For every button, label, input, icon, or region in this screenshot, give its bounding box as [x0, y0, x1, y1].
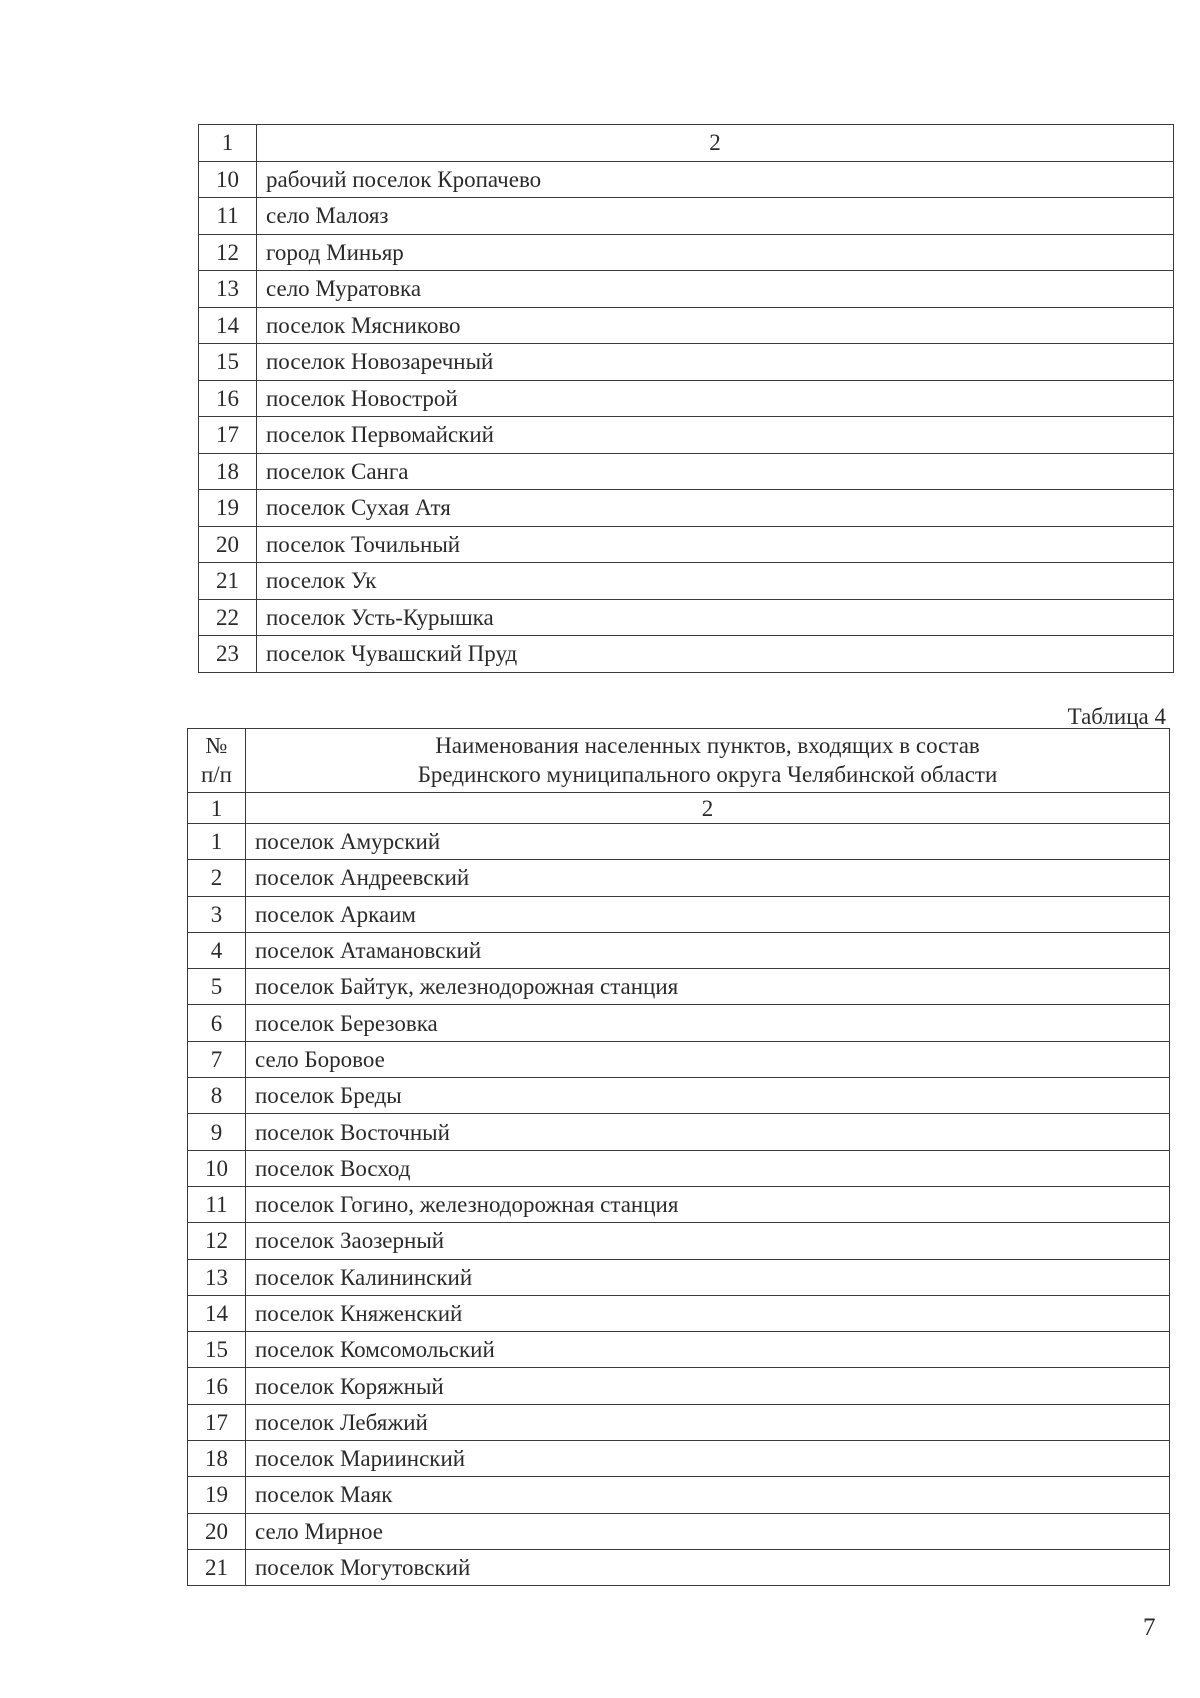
- row-number-cell: 15: [199, 344, 257, 381]
- name-column-header: [246, 729, 1170, 793]
- settlement-name-cell: село Муратовка: [257, 271, 1174, 308]
- page-number: 7: [1143, 1614, 1156, 1641]
- row-number-cell: 20: [199, 526, 257, 563]
- table-row: [188, 1259, 1170, 1295]
- table-row: [188, 932, 1170, 968]
- row-number-cell: 10: [188, 1150, 246, 1186]
- row-number-cell: 11: [188, 1186, 246, 1222]
- table-row: [188, 1223, 1170, 1259]
- row-number-cell: 6: [188, 1005, 246, 1041]
- settlement-name-cell: поселок Восход: [246, 1150, 1170, 1186]
- settlement-name-cell: поселок Заозерный: [246, 1223, 1170, 1259]
- table-row: [199, 234, 1174, 271]
- row-number-cell: 21: [199, 563, 257, 600]
- settlement-name-cell: поселок Байтук, железнодорожная станция: [246, 969, 1170, 1005]
- table-row: [188, 1078, 1170, 1114]
- row-number-cell: 9: [188, 1114, 246, 1150]
- table-row: [199, 380, 1174, 417]
- table-row: [188, 1295, 1170, 1331]
- row-number-cell: 22: [199, 599, 257, 636]
- row-number-cell: 18: [199, 453, 257, 490]
- table-row: [199, 636, 1174, 673]
- row-number-cell: 19: [188, 1477, 246, 1513]
- settlement-name-cell: поселок Мясниково: [257, 307, 1174, 344]
- settlement-name-cell: поселок Коряжный: [246, 1368, 1170, 1404]
- table-row: [199, 599, 1174, 636]
- settlement-name-cell: поселок Могутовский: [246, 1549, 1170, 1585]
- table-row: [188, 1114, 1170, 1150]
- table-row: [199, 417, 1174, 454]
- table-row: [199, 344, 1174, 381]
- table-row: [188, 1150, 1170, 1186]
- settlement-name-cell: поселок Новозаречный: [257, 344, 1174, 381]
- row-number-cell: 10: [199, 161, 257, 198]
- column-number-cell: 1: [188, 793, 246, 824]
- column-number-row: [199, 125, 1174, 162]
- settlement-name-cell: рабочий поселок Кропачево: [257, 161, 1174, 198]
- settlement-name-cell: поселок Амурский: [246, 824, 1170, 860]
- table-row: [188, 1404, 1170, 1440]
- row-number-cell: 16: [199, 380, 257, 417]
- row-number-cell: 11: [199, 198, 257, 235]
- row-number-cell: 23: [199, 636, 257, 673]
- settlement-name-cell: поселок Бреды: [246, 1078, 1170, 1114]
- settlements-table-4: [187, 728, 1170, 1586]
- table-row: [188, 1186, 1170, 1222]
- row-number-cell: 7: [188, 1041, 246, 1077]
- table-row: [199, 563, 1174, 600]
- row-number-cell: 13: [188, 1259, 246, 1295]
- table-row: [188, 1332, 1170, 1368]
- settlement-name-cell: поселок Сухая Атя: [257, 490, 1174, 527]
- table-row: [199, 271, 1174, 308]
- number-column-header: [188, 729, 246, 793]
- row-number-cell: 12: [199, 234, 257, 271]
- column-number-row: [188, 793, 1170, 824]
- row-number-cell: 4: [188, 932, 246, 968]
- row-number-cell: 17: [188, 1404, 246, 1440]
- column-number-cell: 2: [257, 125, 1174, 162]
- settlements-table-continuation: [198, 124, 1174, 673]
- table-caption: Таблица 4: [1067, 704, 1166, 729]
- settlement-name-cell: поселок Санга: [257, 453, 1174, 490]
- table-row: [188, 1005, 1170, 1041]
- table-row: [188, 896, 1170, 932]
- table-row: [199, 307, 1174, 344]
- settlement-name-cell: поселок Восточный: [246, 1114, 1170, 1150]
- row-number-cell: 13: [199, 271, 257, 308]
- table-row: [188, 969, 1170, 1005]
- row-number-cell: 19: [199, 490, 257, 527]
- row-number-cell: 3: [188, 896, 246, 932]
- row-number-cell: 1: [188, 824, 246, 860]
- table-row: [188, 1441, 1170, 1477]
- row-number-cell: 15: [188, 1332, 246, 1368]
- table-row: [199, 198, 1174, 235]
- table-row: [188, 1513, 1170, 1549]
- settlement-name-cell: поселок Ук: [257, 563, 1174, 600]
- settlement-name-cell: село Малояз: [257, 198, 1174, 235]
- name-header-line: Брединского муниципального округа Челябинской области: [417, 761, 998, 787]
- table-header-row: [188, 729, 1170, 793]
- table-row: [199, 161, 1174, 198]
- settlement-name-cell: поселок Княженский: [246, 1295, 1170, 1331]
- row-number-cell: 8: [188, 1078, 246, 1114]
- settlement-name-cell: поселок Лебяжий: [246, 1404, 1170, 1440]
- table-row: [188, 824, 1170, 860]
- table-row: [188, 1041, 1170, 1077]
- name-header-line: Наименования населенных пунктов, входящих в состав: [435, 733, 980, 759]
- table-row: [188, 1368, 1170, 1404]
- column-number-cell: 2: [246, 793, 1170, 824]
- row-number-cell: 18: [188, 1441, 246, 1477]
- settlement-name-cell: село Мирное: [246, 1513, 1170, 1549]
- row-number-cell: 17: [199, 417, 257, 454]
- number-header-line: №: [205, 733, 228, 759]
- settlement-name-cell: поселок Аркаим: [246, 896, 1170, 932]
- row-number-cell: 20: [188, 1513, 246, 1549]
- row-number-cell: 12: [188, 1223, 246, 1259]
- table-row: [188, 1549, 1170, 1585]
- row-number-cell: 21: [188, 1549, 246, 1585]
- settlement-name-cell: поселок Маяк: [246, 1477, 1170, 1513]
- settlement-name-cell: поселок Мариинский: [246, 1441, 1170, 1477]
- table-row: [188, 1477, 1170, 1513]
- settlement-name-cell: поселок Атамановский: [246, 932, 1170, 968]
- settlement-name-cell: поселок Первомайский: [257, 417, 1174, 454]
- table-row: [199, 490, 1174, 527]
- table-row: [188, 860, 1170, 896]
- row-number-cell: 2: [188, 860, 246, 896]
- settlement-name-cell: поселок Чувашский Пруд: [257, 636, 1174, 673]
- settlement-name-cell: поселок Новострой: [257, 380, 1174, 417]
- settlement-name-cell: поселок Усть-Курышка: [257, 599, 1174, 636]
- settlement-name-cell: поселок Гогино, железнодорожная станция: [246, 1186, 1170, 1222]
- settlement-name-cell: поселок Березовка: [246, 1005, 1170, 1041]
- settlement-name-cell: село Боровое: [246, 1041, 1170, 1077]
- table-row: [199, 453, 1174, 490]
- settlement-name-cell: поселок Комсомольский: [246, 1332, 1170, 1368]
- settlement-name-cell: поселок Андреевский: [246, 860, 1170, 896]
- row-number-cell: 16: [188, 1368, 246, 1404]
- settlement-name-cell: поселок Калининский: [246, 1259, 1170, 1295]
- table-row: [199, 526, 1174, 563]
- column-number-cell: 1: [199, 125, 257, 162]
- row-number-cell: 14: [188, 1295, 246, 1331]
- row-number-cell: 5: [188, 969, 246, 1005]
- settlement-name-cell: поселок Точильный: [257, 526, 1174, 563]
- row-number-cell: 14: [199, 307, 257, 344]
- number-header-line: п/п: [200, 761, 232, 787]
- settlement-name-cell: город Миньяр: [257, 234, 1174, 271]
